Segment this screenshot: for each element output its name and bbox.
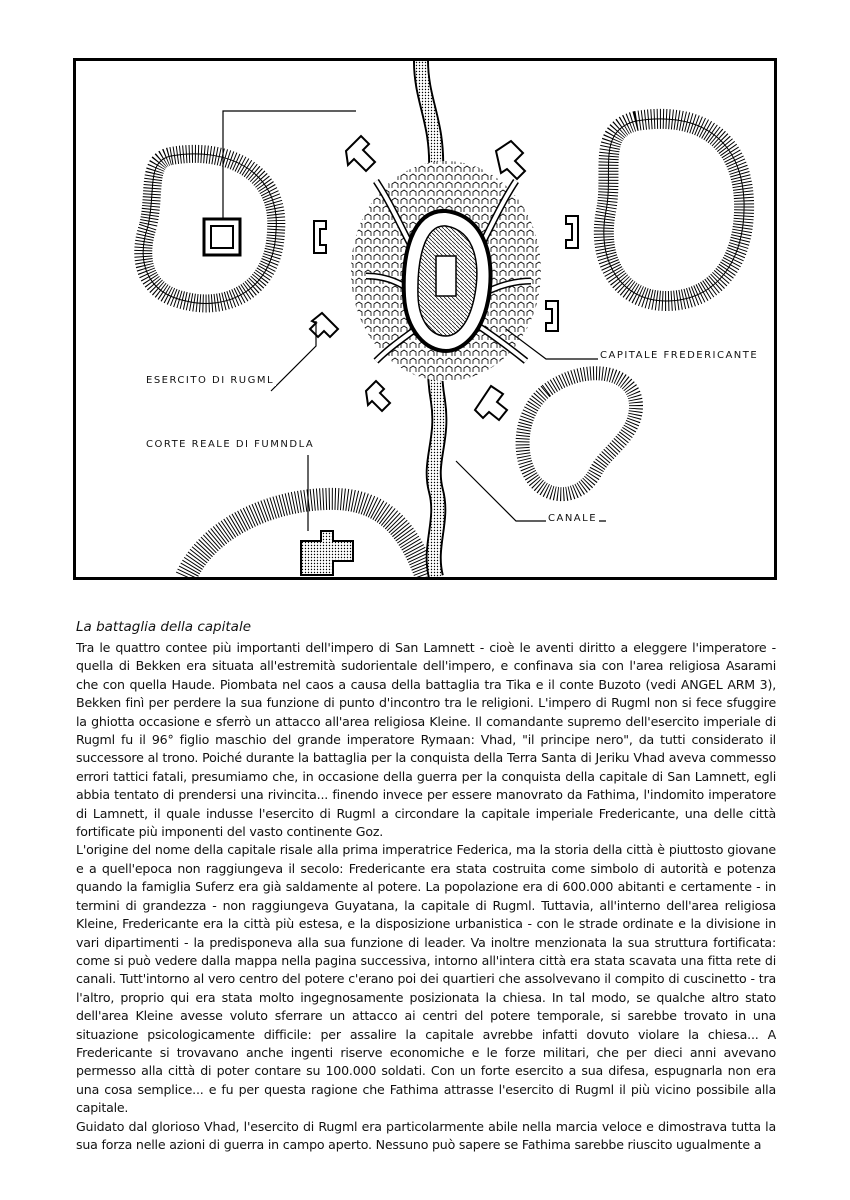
article-title: La battaglia della capitale xyxy=(76,619,251,635)
label-corte: CORTE REALE DI FUMNDLA xyxy=(146,439,315,450)
map-drawing xyxy=(76,61,774,577)
article-paragraph-2: L'origine del nome della capitale risale alla prima imperatrice Federica, ma la storia della città è piuttosto giovane e a quell'epoca non raggiungeva il secolo: Fredericante era stata costruita come simbolo di autorità e potenza quando la famiglia Suferz era già saldamente al potere. La popolazione era di 600.000 abitanti e certamente - in termini di grandezza - non raggiungeva Guyatana, la capitale di Rugml. Tuttavia, all'interno dell'area religiosa Kleine, Fredericante era la città più estesa, e la disposizione urbanistica - con le strade ordinate e la divisione in vari dipartimenti - la predisponeva alla sua funzione di leader. Va inoltre menzionata la sua struttura fortificata: come si può vedere dalla mappa nella pagina successiva, intorno all'intera città era stata scavata una fitta rete di canali. Tutt'intorno al vero centro del potere c'erano poi dei quartieri che assolvevano il compito di cuscinetto - tra l'altro, proprio qui era stata molto ingegnosamente posizionata la chiesa. In tal modo, se qualche altro stato dell'area Kleine avesse voluto sferrare un attacco ai centri del potere temporale, si sarebbe trovato in una situazione psicologicamente difficile: per assalire la capitale avrebbe infatti dovuto violare la chiesa... A Fredericante si trovavano anche ingenti riserve economiche e le forze militari, che per dieci anni avevano permesso alla città di poter contare su 100.000 soldati. Con un forte esercito a sua difesa, espugnarla non era una cosa semplice... e fu per questa ragione che Fathima attrasse l'esercito di Rugml il più vicino possibile alla capitale. xyxy=(76,842,776,1116)
label-capitale: CAPITALE FREDERICANTE xyxy=(600,350,759,361)
battle-map xyxy=(73,58,777,580)
royal-court xyxy=(301,531,353,575)
label-canale: CANALE xyxy=(548,513,598,524)
label-esercito: ESERCITO DI RUGML xyxy=(146,375,275,386)
article xyxy=(76,618,776,1154)
fortress xyxy=(404,211,491,351)
hill-southeast xyxy=(523,373,636,494)
article-paragraph-1: Tra le quattro contee più importanti dell'impero di San Lamnett - cioè le aventi diritto a eleggere l'imperatore - quella di Bekken era situata all'estremità sudorientale dell'impero, e confinava sia con l'area religiosa Asarami che con quella Haude. Piombata nel caos a causa della battaglia tra Tika e il conte Buzoto (vedi ANGEL ARM 3), Bekken finì per perdere la sua funzione di punto d'incontro tra le religioni. L'impero di Rugml non si fece sfuggire la ghiotta occasione e sferrò un attacco all'area religiosa Kleine. Il comandante supremo dell'esercito imperiale di Rugml fu il 96° figlio maschio del grande imperatore Rymaan: Vhad, "il principe nero", da tutti considerato il successore al trono. Poiché durante la battaglia per la conquista della Terra Santa di Jeriku Vhad aveva commesso errori tattici fatali, presumiamo che, in occasione della guerra per la conquista della capitale di San Lamnett, egli abbia tentato di prendersi una rivincita... finendo invece per essere manovrato da Fathima, l'indomito imperatore di Lamnett, il quale indusse l'esercito di Rugml a circondare la capitale imperiale Fredericante, una delle città fortificate più imponenti del vasto continente Goz. xyxy=(76,640,776,840)
article-paragraph-3: Guidato dal glorioso Vhad, l'esercito di Rugml era particolarmente abile nella marcia veloce e dimostrava tutta la sua forza nelle azioni di guerra in campo aperto. Nessuno può sapere se Fathima sarebbe riuscito ugualmente a xyxy=(76,1118,776,1152)
hill-east xyxy=(604,119,744,301)
army-camp xyxy=(204,219,240,255)
